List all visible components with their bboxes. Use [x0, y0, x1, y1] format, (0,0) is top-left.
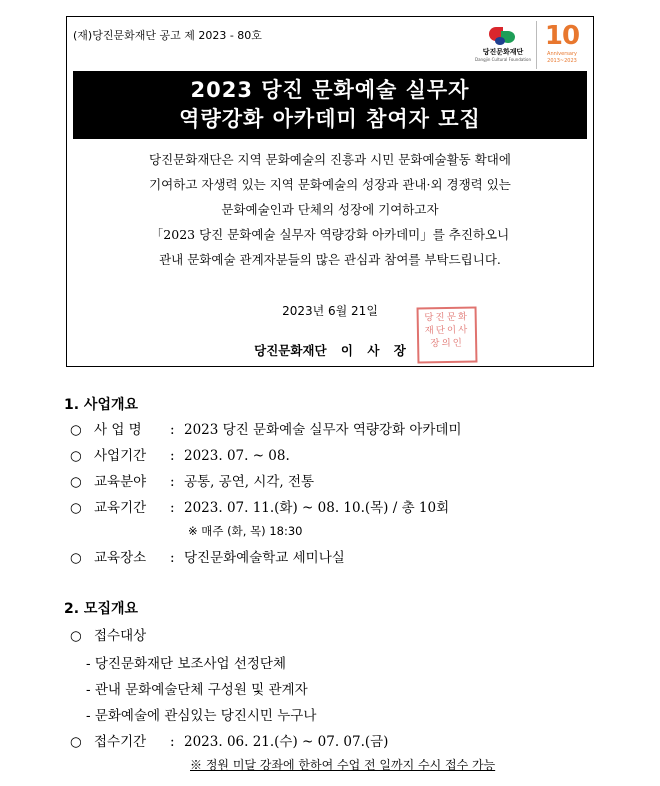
target-item: - 당진문화재단 보조사업 선정단체 — [86, 656, 287, 672]
item-value: 공통, 공연, 시각, 전통 — [184, 474, 315, 490]
title-banner — [73, 71, 587, 139]
bullet-circle-icon: ○ — [70, 474, 82, 490]
signature: 당진문화재단 이 사 장 — [254, 343, 406, 358]
foundation-logo — [475, 23, 531, 67]
item-value: 당진문화예술학교 세미나실 — [184, 550, 345, 566]
seal-line: 재단이사 — [424, 324, 470, 337]
seal-line: 장의인 — [430, 337, 465, 350]
notice-box — [66, 16, 594, 367]
seal-line: 당진문화 — [424, 311, 470, 324]
application-note: ※ 정원 미달 강좌에 한하여 수업 전 일까지 수시 접수 가능 — [190, 758, 496, 772]
item-label: 교육분야 — [94, 474, 147, 490]
overview-item — [70, 546, 345, 566]
logo-mark-icon — [485, 23, 521, 47]
colon: : — [170, 422, 175, 438]
item-label: 사업기간 — [94, 448, 147, 464]
colon: : — [170, 448, 175, 464]
item-label: 교육기간 — [94, 500, 147, 516]
item-value: 2023. 07. ~ 08. — [184, 448, 290, 464]
colon: : — [170, 474, 175, 490]
intro-line: 「2023 당진 문화예술 실무자 역량강화 아카데미」를 추진하오니 — [150, 227, 510, 242]
target-item: - 문화예술에 관심있는 당진시민 누구나 — [86, 708, 317, 724]
item-label: 접수대상 — [94, 628, 147, 644]
bullet-circle-icon: ○ — [70, 734, 82, 750]
recruitment-target — [70, 624, 146, 644]
intro-line: 기여하고 자생력 있는 지역 문화예술의 성장과 관내·외 경쟁력 있는 — [149, 177, 511, 192]
item-label: 교육장소 — [94, 550, 147, 566]
target-item: - 관내 문화예술단체 구성원 및 관계자 — [86, 682, 308, 698]
intro-line: 문화예술인과 단체의 성장에 기여하고자 — [221, 202, 439, 217]
anniversary-number: 10 — [544, 21, 580, 51]
overview-item — [70, 418, 462, 438]
anniversary-label: Anniversary — [547, 51, 577, 57]
colon: : — [170, 734, 175, 750]
application-period — [70, 730, 388, 750]
overview-item — [70, 496, 449, 516]
bullet-circle-icon: ○ — [70, 500, 82, 516]
bullet-circle-icon: ○ — [70, 422, 82, 438]
intro-line: 당진문화재단은 지역 문화예술의 진흥과 시민 문화예술활동 확대에 — [149, 152, 511, 167]
section-heading-overview: 1. 사업개요 — [64, 397, 139, 413]
item-value: 2023 당진 문화예술 실무자 역량강화 아카데미 — [184, 422, 462, 438]
colon: : — [170, 500, 175, 516]
title-line-1: 2023 당진 문화예술 실무자 — [190, 78, 470, 102]
colon: : — [170, 550, 175, 566]
logo-subtitle: Dangjin Cultural Foundation — [475, 57, 531, 62]
section-heading-recruitment: 2. 모집개요 — [64, 601, 139, 617]
item-value: 2023. 06. 21.(수) ~ 07. 07.(금) — [184, 734, 389, 750]
schedule-note: ※ 매주 (화, 목) 18:30 — [188, 524, 303, 538]
anniversary-emblem — [536, 21, 587, 69]
title-line-2: 역량강화 아카데미 참여자 모집 — [179, 107, 481, 131]
intro-line: 관내 문화예술 관계자분들의 많은 관심과 참여를 부탁드립니다. — [159, 252, 501, 267]
bullet-circle-icon: ○ — [70, 628, 82, 644]
logo-name: 당진문화재단 — [482, 48, 524, 56]
bullet-circle-icon: ○ — [70, 550, 82, 566]
anniversary-years: 2013~2023 — [547, 58, 577, 64]
intro-paragraph — [67, 147, 593, 272]
notice-number: (재)당진문화재단 공고 제 2023 - 80호 — [73, 29, 262, 42]
official-seal-stamp — [417, 306, 478, 363]
notice-date: 2023년 6월 21일 — [282, 304, 378, 318]
overview-item — [70, 470, 314, 490]
item-label: 사 업 명 — [94, 422, 142, 438]
bullet-circle-icon: ○ — [70, 448, 82, 464]
item-value: 2023. 07. 11.(화) ~ 08. 10.(목) / 총 10회 — [184, 500, 450, 516]
overview-item — [70, 444, 290, 464]
item-label: 접수기간 — [94, 734, 147, 750]
